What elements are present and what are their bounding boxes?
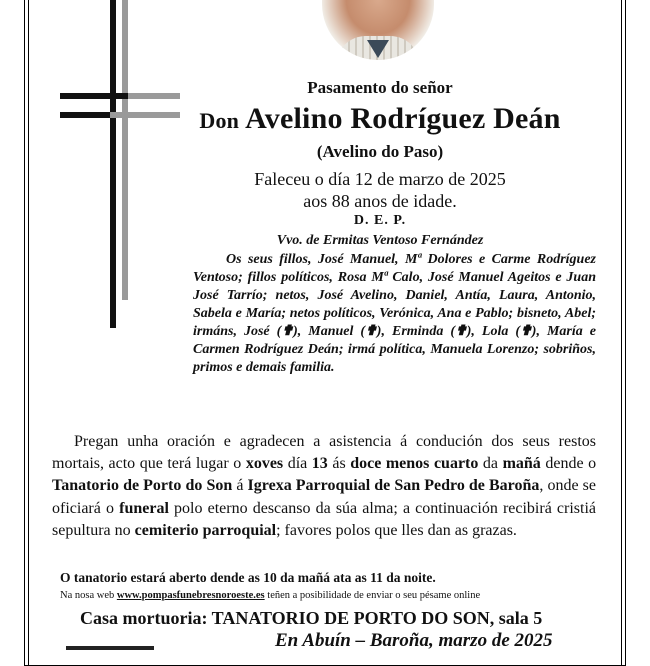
deceased-name bbox=[180, 102, 580, 136]
name-prefix: Don bbox=[199, 108, 240, 133]
ceremony-day-number: 13 bbox=[311, 455, 328, 473]
family-list bbox=[193, 251, 596, 377]
place-and-date: En Abuín – Baroña, marzo de 2025 bbox=[275, 630, 553, 651]
ceremony-text-6: á bbox=[236, 477, 244, 495]
age-at-death: aos 88 anos de idade. bbox=[303, 191, 457, 211]
logo-stub bbox=[66, 646, 154, 650]
ceremony-text-3: ás bbox=[332, 455, 346, 473]
ceremony-text-4: da bbox=[482, 455, 499, 473]
cross-horizontal-black-right bbox=[128, 93, 180, 99]
notice-heading: Pasamento do señor bbox=[307, 78, 453, 97]
web-prefix: Na nosa web bbox=[60, 590, 115, 601]
name-text: Avelino Rodríguez Deán bbox=[245, 102, 561, 135]
ceremony-text-8: polo eterno descanso da súa alma; a continuación recibirá cristiá sepultura no bbox=[52, 499, 597, 539]
cross-vertical-grey bbox=[122, 0, 128, 300]
rip-abbrev: D. E. P. bbox=[353, 213, 407, 228]
ceremony-text-9: ; favores polos que lles dan as grazas. bbox=[276, 521, 517, 539]
family-text: Os seus fillos, José Manuel, Mª Dolores e Carme Rodríguez Ventoso; fillos políticos, Rosa Mª Calo, José Manuel Ageitos e Juan José Tarrío; netos, José Avelino, Daniel, Antía, Laura, Antonio, Sabela e María; netos políticos, Verónica, Ana e Pablo; bisneto, Abel; irmáns, José (✟), Manuel (✟), Erminda (✟), Lola (✟), María e Carmen Rodríguez Deán; irmá política, Manuela Lorenzo; sobriños, primos e demais familia. bbox=[193, 252, 596, 375]
deceased-nickname: (Avelino do Paso) bbox=[316, 142, 444, 161]
website-link[interactable]: www.pompasfunebresnoroeste.es bbox=[116, 590, 265, 601]
ceremony-origin: Tanatorio de Porto do Son bbox=[52, 477, 233, 495]
ceremony-text-1: Pregan unha oración e agradecen a asistencia á condución dos seus restos mortais, acto que terá lugar o bbox=[52, 433, 596, 473]
web-suffix: teñen a posibilidade de enviar o seu pésame online bbox=[267, 590, 481, 601]
widower-line: Vvo. de Ermitas Ventoso Fernández bbox=[276, 233, 484, 248]
ceremony-text-5: dende o bbox=[545, 455, 597, 473]
ceremony-funeral: funeral bbox=[119, 499, 169, 517]
ceremony-day-name: xoves bbox=[245, 455, 284, 473]
cross-vertical-black bbox=[110, 0, 116, 328]
ceremony-church: Igrexa Parroquial de San Pedro de Baroña bbox=[247, 477, 540, 495]
ceremony-hour: doce menos cuarto bbox=[350, 455, 479, 473]
ceremony-day-part: mañá bbox=[502, 455, 541, 473]
ceremony-text-2: día bbox=[287, 455, 308, 473]
tanatorio-hours: O tanatorio estará aberto dende as 10 da mañá ata as 11 da noite. bbox=[60, 570, 436, 585]
web-notice bbox=[60, 590, 480, 601]
ceremony-cemetery: cemiterio parroquial bbox=[134, 521, 277, 539]
death-date: Faleceu o día 12 de marzo de 2025 bbox=[254, 169, 506, 189]
ceremony-text-7: , onde se oficiará o bbox=[52, 477, 597, 517]
mortuary-location: Casa mortuoria: TANATORIO DE PORTO DO SON, sala 5 bbox=[80, 608, 543, 628]
ceremony-paragraph bbox=[52, 431, 596, 542]
cross-horizontal-grey-left bbox=[60, 112, 110, 118]
